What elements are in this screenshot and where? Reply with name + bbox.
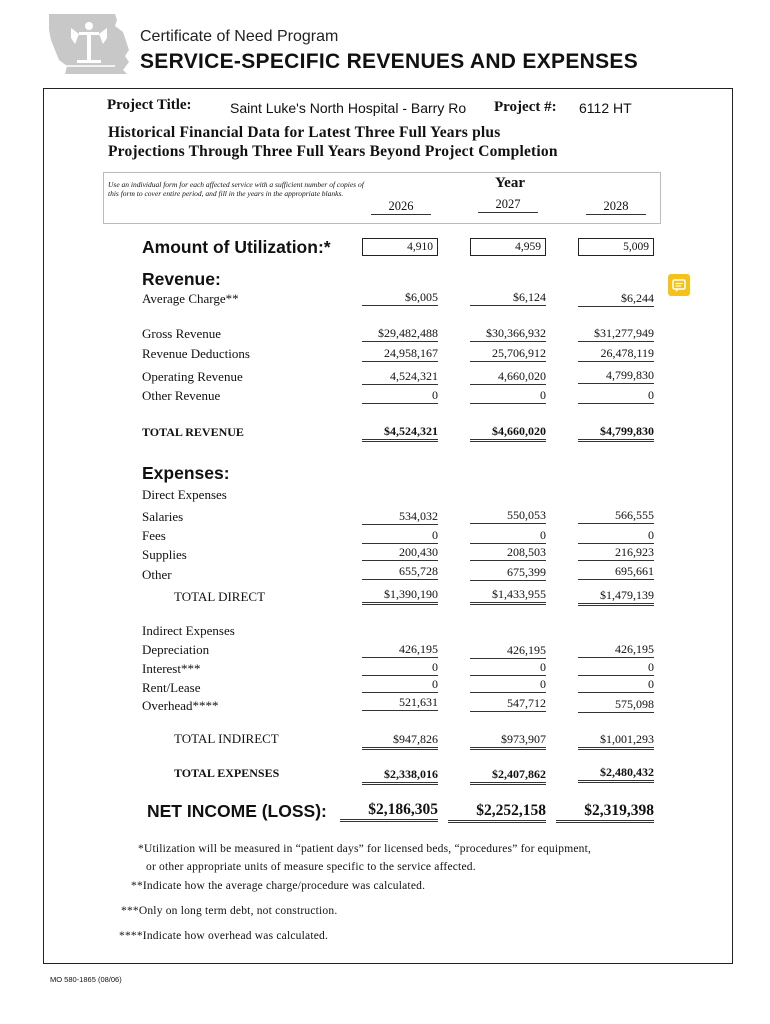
average-charge-year-2[interactable]: $6,124 — [470, 290, 546, 306]
project-title-label: Project Title: — [107, 97, 192, 113]
expenses-heading: Expenses: — [142, 463, 230, 483]
fees-label: Fees — [142, 528, 166, 543]
rent-lease-year-2[interactable]: 0 — [470, 677, 546, 693]
net-income-year-2[interactable]: $2,252,158 — [448, 802, 546, 823]
net-income-year-3[interactable]: $2,319,398 — [556, 802, 654, 823]
utilization-label: Amount of Utilization:* — [142, 237, 331, 257]
year-2-field[interactable]: 2027 — [478, 197, 538, 213]
historical-line-1: Historical Financial Data for Latest Three Full Years plus — [108, 124, 501, 141]
fees-year-3[interactable]: 0 — [578, 528, 654, 544]
program-name: Certificate of Need Program — [140, 28, 339, 45]
total-expenses-year-2[interactable]: $2,407,862 — [470, 767, 546, 785]
overhead-year-3[interactable]: 575,098 — [578, 697, 654, 713]
gross-revenue-year-2[interactable]: $30,366,932 — [470, 326, 546, 342]
interest-label: Interest*** — [142, 661, 201, 676]
project-number-label: Project #: — [494, 99, 557, 115]
total-revenue-year-3[interactable]: $4,799,830 — [578, 424, 654, 442]
note-interest: ***Only on long term debt, not construction. — [121, 905, 338, 917]
overhead-label: Overhead**** — [142, 698, 219, 713]
revenue-deductions-year-3[interactable]: 26,478,119 — [578, 346, 654, 362]
depreciation-label: Depreciation — [142, 642, 210, 657]
other-revenue-label: Other Revenue — [142, 388, 221, 403]
utilization-year-3[interactable]: 5,009 — [578, 238, 654, 256]
total-indirect-year-2[interactable]: $973,907 — [470, 732, 546, 750]
operating-revenue-year-1[interactable]: 4,524,321 — [362, 369, 438, 385]
form-number: MO 580-1865 (08/06) — [50, 975, 122, 984]
revenue-deductions-year-1[interactable]: 24,958,167 — [362, 346, 438, 362]
note-utilization-cont: or other appropriate units of measure specific to the service affected. — [146, 861, 476, 873]
total-indirect-year-1[interactable]: $947,826 — [362, 732, 438, 750]
rent-lease-label: Rent/Lease — [142, 680, 201, 695]
missouri-seal-logo — [45, 10, 133, 78]
other-revenue-year-3[interactable]: 0 — [578, 388, 654, 404]
year-header: Year — [495, 175, 525, 191]
note-utilization: *Utilization will be measured in “patient days” for licensed beds, “procedures” for equipment, — [138, 843, 592, 855]
interest-year-1[interactable]: 0 — [362, 660, 438, 676]
salaries-label: Salaries — [142, 509, 184, 524]
average-charge-year-3[interactable]: $6,244 — [578, 291, 654, 307]
project-number-field[interactable]: 6112 HT — [579, 100, 632, 116]
fees-year-2[interactable]: 0 — [470, 528, 546, 544]
supplies-year-2[interactable]: 208,503 — [470, 545, 546, 561]
interest-year-3[interactable]: 0 — [578, 660, 654, 676]
depreciation-year-2[interactable]: 426,195 — [470, 643, 546, 659]
overhead-year-1[interactable]: 521,631 — [362, 695, 438, 711]
other-expenses-year-2[interactable]: 675,399 — [470, 565, 546, 581]
other-expenses-label: Other — [142, 567, 172, 582]
direct-expenses-heading: Direct Expenses — [142, 487, 227, 502]
salaries-year-3[interactable]: 566,555 — [578, 508, 654, 524]
depreciation-year-3[interactable]: 426,195 — [578, 642, 654, 658]
interest-year-2[interactable]: 0 — [470, 660, 546, 676]
comment-icon[interactable] — [668, 274, 690, 296]
operating-revenue-label: Operating Revenue — [142, 369, 243, 384]
total-indirect-label: TOTAL INDIRECT — [174, 731, 279, 746]
supplies-year-3[interactable]: 216,923 — [578, 545, 654, 561]
gross-revenue-year-3[interactable]: $31,277,949 — [578, 326, 654, 342]
revenue-deductions-label: Revenue Deductions — [142, 346, 250, 361]
net-income-year-1[interactable]: $2,186,305 — [340, 801, 438, 822]
total-expenses-label: TOTAL EXPENSES — [174, 766, 280, 780]
revenue-deductions-year-2[interactable]: 25,706,912 — [470, 346, 546, 362]
note-overhead: ****Indicate how overhead was calculated. — [119, 930, 329, 942]
utilization-year-2[interactable]: 4,959 — [470, 238, 546, 256]
total-indirect-year-3[interactable]: $1,001,293 — [578, 732, 654, 750]
total-expenses-year-3[interactable]: $2,480,432 — [578, 765, 654, 783]
operating-revenue-year-3[interactable]: 4,799,830 — [578, 368, 654, 384]
historical-heading — [108, 123, 558, 161]
total-revenue-year-2[interactable]: $4,660,020 — [470, 424, 546, 442]
fees-year-1[interactable]: 0 — [362, 528, 438, 544]
gross-revenue-year-1[interactable]: $29,482,488 — [362, 326, 438, 342]
total-direct-year-3[interactable]: $1,479,139 — [578, 588, 654, 606]
other-expenses-year-1[interactable]: 655,728 — [362, 564, 438, 580]
note-average-charge: **Indicate how the average charge/procedure was calculated. — [131, 880, 426, 892]
total-direct-year-1[interactable]: $1,390,190 — [362, 587, 438, 605]
average-charge-label: Average Charge** — [142, 291, 239, 306]
total-direct-year-2[interactable]: $1,433,955 — [470, 587, 546, 605]
supplies-label: Supplies — [142, 547, 187, 562]
indirect-expenses-heading: Indirect Expenses — [142, 623, 235, 638]
rent-lease-year-1[interactable]: 0 — [362, 677, 438, 693]
page-title: SERVICE-SPECIFIC REVENUES AND EXPENSES — [140, 50, 639, 73]
overhead-year-2[interactable]: 547,712 — [470, 696, 546, 712]
utilization-year-1[interactable]: 4,910 — [362, 238, 438, 256]
year-1-field[interactable]: 2026 — [371, 199, 431, 215]
salaries-year-1[interactable]: 534,032 — [362, 509, 438, 525]
year-3-field[interactable]: 2028 — [586, 199, 646, 215]
supplies-year-1[interactable]: 200,430 — [362, 545, 438, 561]
other-revenue-year-1[interactable]: 0 — [362, 388, 438, 404]
rent-lease-year-3[interactable]: 0 — [578, 677, 654, 693]
average-charge-year-1[interactable]: $6,005 — [362, 290, 438, 306]
revenue-heading: Revenue: — [142, 269, 221, 289]
depreciation-year-1[interactable]: 426,195 — [362, 642, 438, 658]
historical-line-2: Projections Through Three Full Years Beyond Project Completion — [108, 143, 558, 160]
salaries-year-2[interactable]: 550,053 — [470, 508, 546, 524]
other-revenue-year-2[interactable]: 0 — [470, 388, 546, 404]
other-expenses-year-3[interactable]: 695,661 — [578, 564, 654, 580]
total-revenue-year-1[interactable]: $4,524,321 — [362, 424, 438, 442]
project-title-field[interactable]: Saint Luke's North Hospital - Barry Ro — [230, 100, 467, 116]
operating-revenue-year-2[interactable]: 4,660,020 — [470, 369, 546, 385]
total-direct-label: TOTAL DIRECT — [174, 589, 266, 604]
net-income-label: NET INCOME (LOSS): — [147, 801, 327, 821]
total-expenses-year-1[interactable]: $2,338,016 — [362, 767, 438, 785]
instructions-text: Use an individual form for each affected service with a sufficient number of copies of this form to cover entire period, and fill in the years in the appropriate blanks. — [108, 180, 364, 198]
total-revenue-label: TOTAL REVENUE — [142, 425, 244, 439]
gross-revenue-label: Gross Revenue — [142, 326, 222, 341]
